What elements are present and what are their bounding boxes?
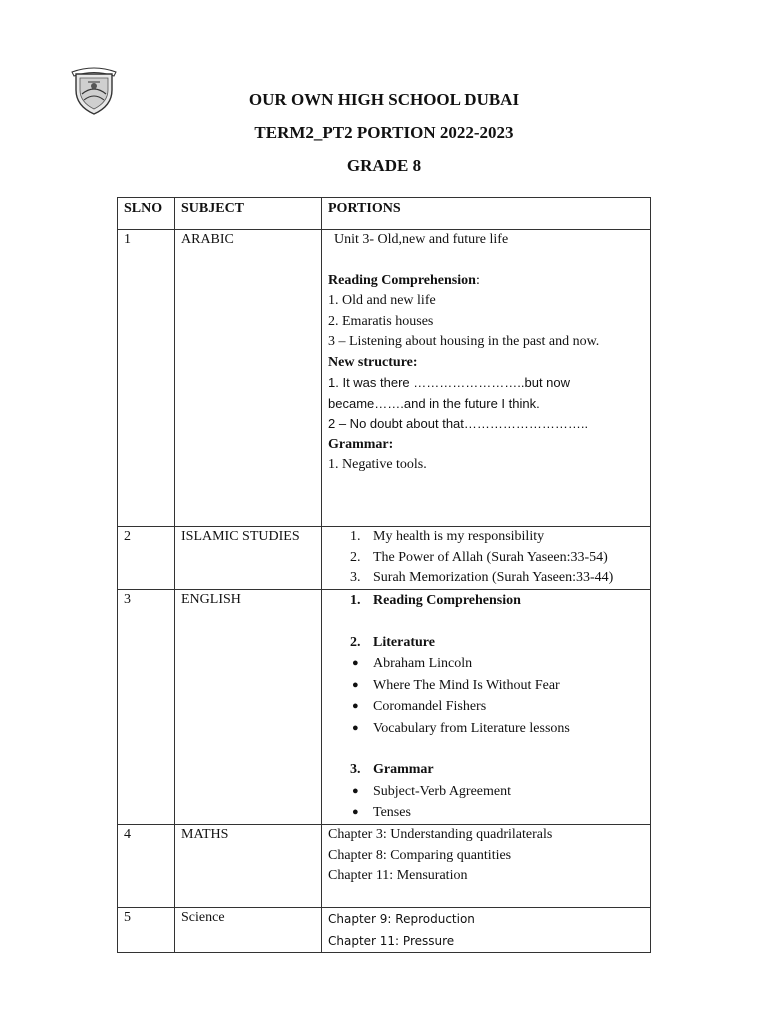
list-item: ● Subject-Verb Agreement — [352, 783, 512, 799]
school-name: OUR OWN HIGH SCHOOL DUBAI — [248, 90, 520, 109]
list-item: 2. Emaratis houses — [328, 313, 434, 329]
section-heading: 3. Grammar — [350, 762, 434, 777]
list-item: 3 – Listening about housing in the past and now. — [328, 334, 600, 349]
list-item: 3. Surah Memorization (Surah Yaseen:33-44) — [350, 570, 614, 585]
list-item: ● Where The Mind Is Without Fear — [352, 677, 560, 693]
list-item: became…….and in the future I think. — [328, 395, 540, 411]
slno-cell: 3 — [118, 590, 175, 825]
table-row — [118, 230, 651, 527]
section-heading: 1. Reading Comprehension — [350, 593, 521, 608]
list-item: 2. The Power of Allah (Surah Yaseen:33-54) — [350, 549, 608, 565]
subject-cell: ENGLISH — [175, 590, 322, 825]
list-item: 1. My health is my responsibility — [350, 529, 545, 544]
list-item: 2 – No doubt about that……………………….. — [328, 416, 589, 431]
table-row — [118, 527, 651, 590]
arabic-ns-heading: New structure: — [328, 354, 418, 370]
list-item: Chapter 11: Pressure — [328, 934, 455, 948]
arabic-rc-heading: Reading Comprehension: — [328, 272, 480, 288]
list-item: Chapter 9: Reproduction — [328, 912, 475, 926]
list-item: Chapter 11: Mensuration — [328, 868, 468, 883]
portions-cell — [322, 590, 651, 825]
list-item: Chapter 8: Comparing quantities — [328, 847, 512, 863]
col-header-portions: PORTIONS — [322, 198, 651, 230]
portions-cell — [322, 825, 651, 908]
list-item: ● Coromandel Fishers — [352, 699, 487, 714]
portions-cell — [322, 908, 651, 953]
arabic-unit: Unit 3- Old,new and future life — [334, 232, 509, 247]
slno-cell: 1 — [118, 230, 175, 527]
list-item: ● Abraham Lincoln — [352, 656, 473, 671]
slno-cell: 4 — [118, 825, 175, 908]
subject-cell: MATHS — [175, 825, 322, 908]
section-heading: 2. Literature — [350, 634, 435, 650]
list-item: ● Tenses — [352, 805, 411, 820]
arabic-grammar-heading: Grammar: — [328, 436, 394, 452]
list-item: ● Vocabulary from Literature lessons — [352, 720, 570, 736]
subject-cell: ARABIC — [175, 230, 322, 527]
table-row — [118, 590, 651, 825]
table-row — [118, 908, 651, 953]
portions-cell — [322, 527, 651, 590]
list-item: Chapter 3: Understanding quadrilaterals — [328, 827, 553, 842]
col-header-slno: SLNO — [118, 198, 175, 230]
list-item: 1. Old and new life — [328, 293, 436, 308]
term-title: TERM2_PT2 PORTION 2022-2023 — [254, 123, 514, 142]
list-item: 1. It was there ……………………..but now — [328, 375, 571, 390]
slno-cell: 2 — [118, 527, 175, 590]
subject-cell: Science — [175, 908, 322, 953]
table-row — [118, 825, 651, 908]
slno-cell: 5 — [118, 908, 175, 953]
col-header-subject: SUBJECT — [175, 198, 322, 230]
portions-cell — [322, 230, 651, 527]
list-item: 1. Negative tools. — [328, 457, 427, 472]
table-header-row — [118, 198, 651, 230]
grade-title: GRADE 8 — [346, 156, 422, 175]
portion-table — [117, 197, 651, 953]
subject-cell: ISLAMIC STUDIES — [175, 527, 322, 590]
